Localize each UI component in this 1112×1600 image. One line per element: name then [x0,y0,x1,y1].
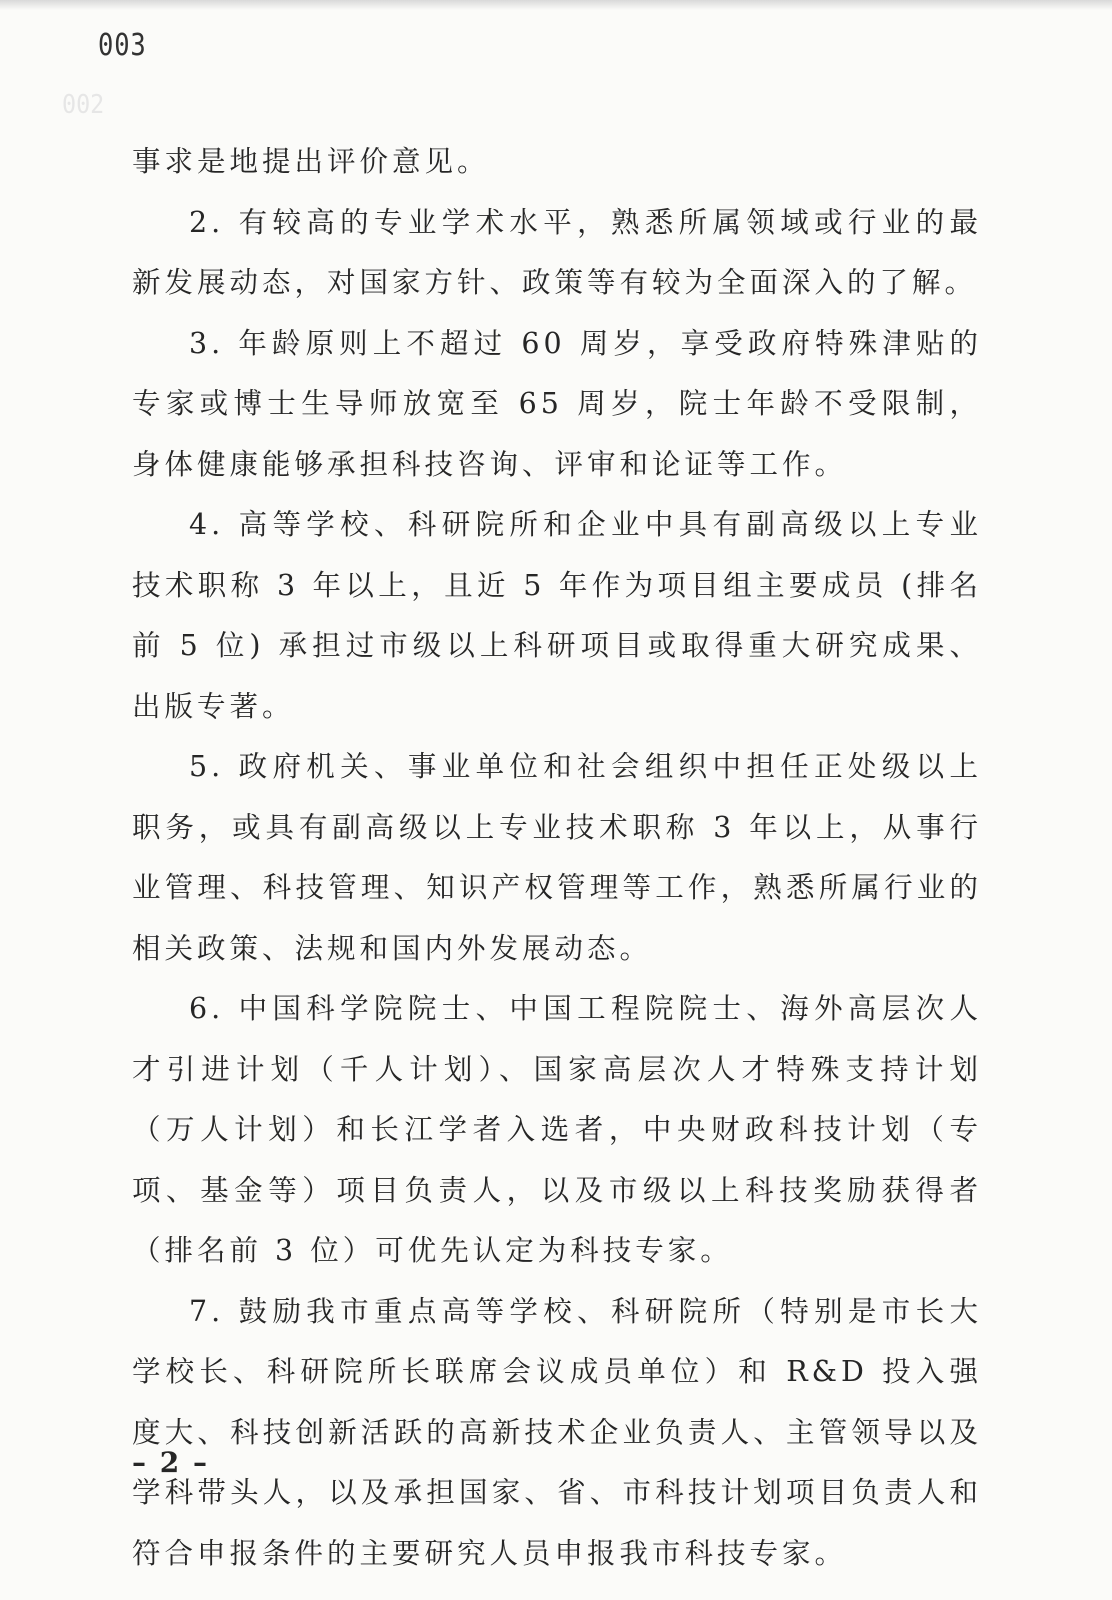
document-body [132,132,982,1584]
paragraph-item-2: 2. 有较高的专业学术水平，熟悉所属领域或行业的最新发展动态，对国家方针、政策等有较为全面深入的了解。 [132,205,982,299]
paragraph-item-7: 7. 鼓励我市重点高等学校、科研院所（特别是市长大学校长、科研院所长联席会议成员单位）和 R&D 投入强度大、科技创新活跃的高新技术企业负责人、主管领导以及学科带头人，以及承担国家、省、市科技计划项目负责人和符合申报条件的主要研究人员申报我市科技专家。 [132,1294,982,1570]
stamp-number: 003 [98,28,147,63]
paragraph-item-6: 6. 中国科学院院士、中国工程院院士、海外高层次人才引进计划（千人计划）、国家高层次人才特殊支持计划（万人计划）和长江学者入选者，中央财政科技计划（专项、基金等）项目负责人，以及市级以上科技奖励获得者（排名前 3 位）可优先认定为科技专家。 [132,992,982,1267]
ghost-stamp-number: 002 [62,90,105,120]
paragraph-continuation: 事求是地提出评价意见。 [132,145,490,178]
page-number: – 2 – [132,1446,209,1479]
paragraph-item-3: 3. 年龄原则上不超过 60 周岁，享受政府特殊津贴的专家或博士生导师放宽至 65 周岁，院士年龄不受限制，身体健康能够承担科技咨询、评审和论证等工作。 [132,326,982,481]
paragraph-item-5: 5. 政府机关、事业单位和社会组织中担任正处级以上职务，或具有副高级以上专业技术职称 3 年以上，从事行业管理、科技管理、知识产权管理等工作，熟悉所属行业的相关政策、法规和国内外发展动态。 [132,750,982,965]
paragraph-item-4: 4. 高等学校、科研院所和企业中具有副高级以上专业技术职称 3 年以上，且近 5 年作为项目组主要成员 (排名前 5 位) 承担过市级以上科研项目或取得重大研究成果、出版专著。 [132,508,982,723]
scan-edge-shadow [0,0,1112,10]
